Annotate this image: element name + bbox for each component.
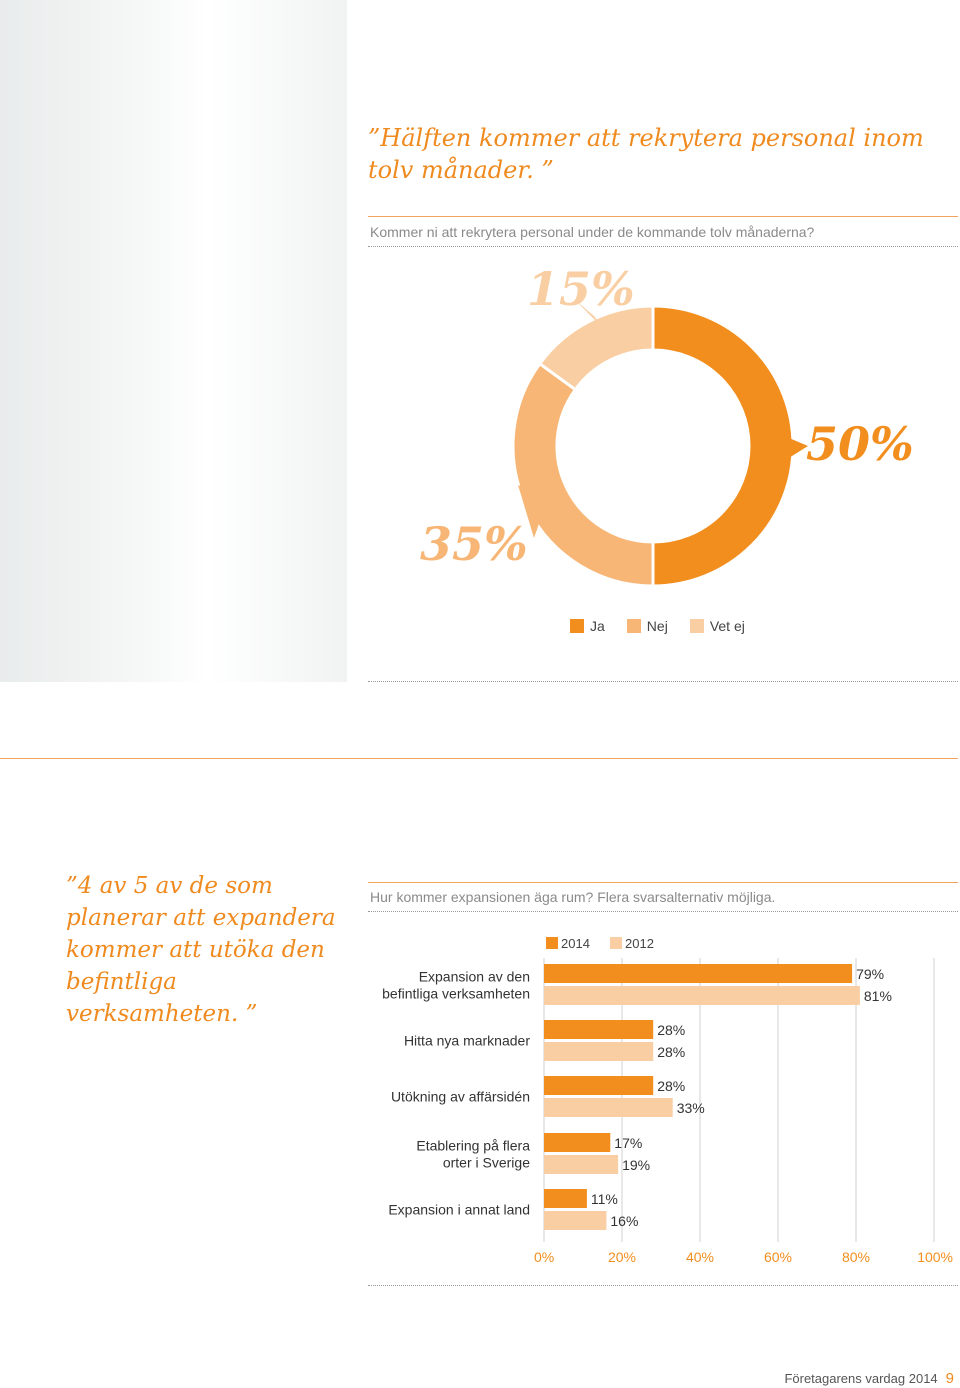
bar-value-2014-4: 11% bbox=[590, 1191, 618, 1207]
category-label-0: Expansion av den befintliga verksamheten bbox=[382, 968, 530, 1002]
bar-2014-4 bbox=[544, 1189, 587, 1208]
bar-2012-1 bbox=[544, 1042, 653, 1061]
category-label-1: Hitta nya marknader bbox=[403, 1032, 530, 1049]
page-footer bbox=[784, 1370, 954, 1387]
legend-label-ja: Ja bbox=[590, 618, 605, 634]
bar-2012-0 bbox=[544, 986, 860, 1005]
top-quote: ”Hälften kommer att rekrytera personal inom tolv månader. ” bbox=[368, 124, 924, 184]
bar-value-2012-0: 81% bbox=[863, 988, 892, 1004]
bar-value-2012-4: 16% bbox=[610, 1213, 639, 1229]
bar-legend-label-2014: 2014 bbox=[561, 936, 590, 951]
bar-2014-0 bbox=[544, 964, 852, 983]
x-tick-0: 0% bbox=[534, 1249, 555, 1265]
bar-value-2014-2: 28% bbox=[657, 1078, 686, 1094]
expansion-question: Hur kommer expansionen äga rum? Flera svarsalternativ möjliga. bbox=[370, 889, 776, 905]
x-tick-5: 100% bbox=[917, 1249, 953, 1265]
bar-legend-swatch-2014 bbox=[546, 937, 558, 949]
legend-label-nej: Nej bbox=[646, 618, 668, 634]
bar-2012-4 bbox=[544, 1211, 606, 1230]
category-label-4: Expansion i annat land bbox=[388, 1201, 530, 1218]
bar-legend-label-2012: 2012 bbox=[625, 936, 654, 951]
category-label-3: Etablering på flera orter i Sverige bbox=[416, 1137, 530, 1171]
donut-label-vet-ej: 15% bbox=[527, 262, 635, 316]
x-tick-2: 40% bbox=[685, 1249, 715, 1265]
bar-2014-3 bbox=[544, 1133, 610, 1152]
category-label-2: Utökning av affärsidén bbox=[390, 1088, 530, 1105]
page-number: 9 bbox=[945, 1370, 954, 1387]
bar-value-2012-3: 19% bbox=[622, 1157, 651, 1173]
bar-value-2014-1: 28% bbox=[657, 1022, 686, 1038]
rekrytering-question: Kommer ni att rekrytera personal under de kommande tolv månaderna? bbox=[370, 224, 815, 240]
x-tick-4: 80% bbox=[841, 1249, 871, 1265]
x-tick-1: 20% bbox=[607, 1249, 637, 1265]
bottom-quote: ”4 av 5 av de som planerar att expandera kommer att utöka den befintliga verksamheten. ” bbox=[66, 873, 336, 1027]
bar-2012-3 bbox=[544, 1155, 618, 1174]
donut-label-nej: 35% bbox=[420, 517, 528, 571]
legend-label-vet-ej: Vet ej bbox=[709, 618, 745, 634]
bar-value-2014-0: 79% bbox=[856, 966, 885, 982]
bar-value-2014-3: 17% bbox=[614, 1135, 643, 1151]
footer-title: Företagarens vardag 2014 bbox=[784, 1371, 938, 1386]
bar-2012-2 bbox=[544, 1098, 673, 1117]
bar-2014-2 bbox=[544, 1076, 653, 1095]
bar-2014-1 bbox=[544, 1020, 653, 1039]
x-tick-3: 60% bbox=[763, 1249, 793, 1265]
bar-legend-swatch-2012 bbox=[610, 937, 622, 949]
bar-value-2012-1: 28% bbox=[657, 1044, 686, 1060]
donut-label-ja: 50% bbox=[806, 417, 914, 471]
bar-value-2012-2: 33% bbox=[676, 1100, 705, 1116]
bottom-section-dotted-rule bbox=[368, 1285, 958, 1286]
